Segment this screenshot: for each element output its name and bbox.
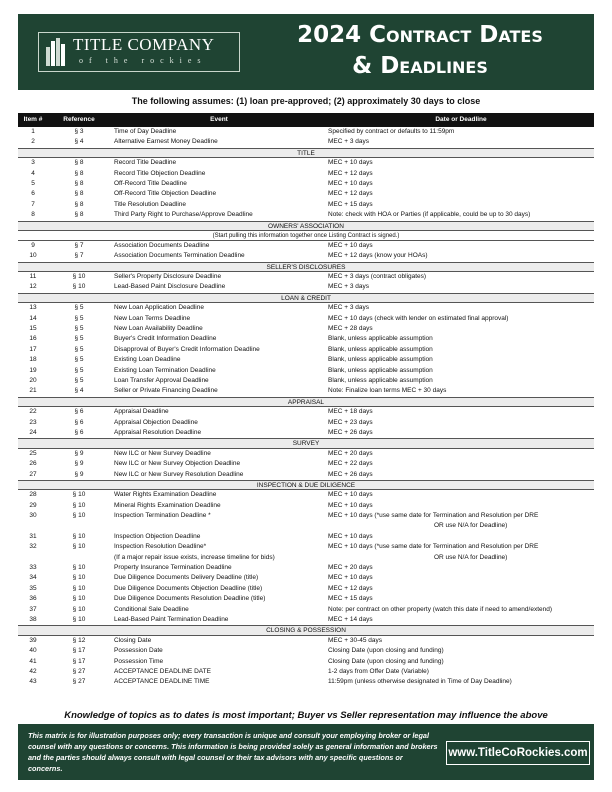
event: Lead-Based Paint Disclosure Deadline (114, 283, 226, 291)
col-header-reference: Reference (63, 116, 95, 123)
deadline: MEC + 26 days (328, 428, 373, 436)
reference: § 6 (74, 428, 84, 436)
event: Water Rights Examination Deadline (114, 491, 217, 499)
item-number: 20 (29, 376, 37, 384)
event: Appraisal Objection Deadline (114, 418, 198, 426)
item-number: 27 (29, 470, 37, 478)
deadline: MEC + 10 days (328, 501, 373, 509)
deadline: MEC + 12 days (know your HOAs) (328, 252, 428, 260)
item-number: 26 (29, 460, 37, 468)
event: ACCEPTANCE DEADLINE DATE (114, 667, 211, 675)
event: Off-Record Title Deadline (114, 179, 187, 187)
page-title (250, 20, 590, 82)
event: ACCEPTANCE DEADLINE TIME (114, 678, 210, 686)
deadline: MEC + 14 days (328, 615, 373, 623)
deadline: MEC + 3 days (328, 138, 370, 146)
table-row (18, 355, 594, 365)
reference: § 10 (72, 564, 86, 572)
reference: § 9 (74, 460, 84, 468)
reference: § 5 (74, 356, 84, 364)
table-row (18, 366, 594, 376)
event: Due Diligence Documents Delivery Deadline (title) (114, 574, 259, 582)
table-row (18, 501, 594, 511)
event: New Loan Terms Deadline (114, 314, 191, 322)
item-number: 13 (29, 304, 37, 312)
item-number: 30 (29, 512, 37, 520)
reference: § 6 (74, 408, 84, 416)
company-logo[interactable] (38, 32, 240, 72)
table-row (18, 210, 594, 220)
table-row (18, 189, 594, 199)
reference: § 5 (74, 366, 84, 374)
reference: § 10 (72, 512, 86, 520)
deadline: 1-2 days from Offer Date (Variable) (328, 667, 429, 675)
event: Title Resolution Deadline (114, 200, 187, 208)
deadline: Note: per contract on other property (watch this date if need to amend/extend) (328, 605, 553, 613)
deadline: MEC + 12 days (328, 584, 373, 592)
deadline: MEC + 20 days (328, 564, 373, 572)
event: Off-Record Title Objection Deadline (114, 190, 217, 198)
section-appraisal: APPRAISAL (18, 397, 594, 407)
item-number: 5 (31, 179, 35, 187)
deadline: MEC + 26 days (328, 470, 373, 478)
item-number: 31 (29, 532, 37, 540)
event: Association Documents Termination Deadline (114, 252, 245, 260)
table-row (18, 303, 594, 313)
table-row (18, 470, 594, 480)
reference: § 7 (74, 241, 84, 249)
reference: § 27 (72, 678, 86, 686)
table-row (18, 615, 594, 625)
section-sellers-disclosures: SELLER'S DISCLOSURES (18, 262, 594, 272)
item-number: 6 (31, 190, 35, 198)
item-number: 25 (29, 449, 37, 457)
deadline: MEC + 10 days (check with lender on estimated final approval) (328, 314, 509, 322)
deadline: Note: Finalize loan terms MEC + 30 days (328, 387, 447, 395)
reference: § 8 (74, 159, 84, 167)
table-row (18, 594, 594, 604)
table-row (18, 449, 594, 459)
deadline: Note: check with HOA or Parties (if applicable, could be up to 30 days) (328, 211, 531, 219)
deadline: MEC + 22 days (328, 460, 373, 468)
deadline: MEC + 3 days (328, 283, 370, 291)
section-survey: SURVEY (18, 438, 594, 448)
knowledge-note: Knowledge of topics as to dates is most important; Buyer vs Seller representation may influence the above (64, 710, 548, 721)
table-row (18, 200, 594, 210)
event: Closing Date (114, 636, 152, 644)
table-row (18, 127, 594, 137)
deadline-continued: OR use N/A for Deadline) (434, 553, 508, 561)
event: Alternative Earnest Money Deadline (114, 138, 218, 146)
item-number: 11 (29, 273, 37, 281)
deadline: MEC + 12 days (328, 169, 373, 177)
event: Association Documents Deadline (114, 241, 210, 249)
event: Inspection Termination Deadline * (114, 512, 211, 520)
col-header-event: Event (210, 116, 228, 123)
reference: § 9 (74, 470, 84, 478)
website-link[interactable]: www.TitleCoRockies.com (446, 741, 590, 765)
item-number: 1 (31, 128, 35, 135)
event: Property Insurance Termination Deadline (114, 564, 232, 572)
reference: § 3 (74, 128, 84, 135)
item-number: 39 (29, 636, 37, 644)
section-title: TITLE (18, 148, 594, 158)
reference: § 10 (72, 543, 86, 551)
deadline: MEC + 10 days (328, 532, 373, 540)
deadline: Specified by contract or defaults to 11:59pm (328, 128, 455, 135)
reference: § 5 (74, 314, 84, 322)
deadline: MEC + 18 days (328, 408, 373, 416)
event: Due Diligence Documents Objection Deadline (title) (114, 584, 263, 592)
reference: § 5 (74, 325, 84, 333)
event: Existing Loan Termination Deadline (114, 366, 216, 374)
table-row (18, 490, 594, 500)
deadline: MEC + 23 days (328, 418, 373, 426)
item-number: 9 (31, 241, 35, 249)
table-row-continuation (18, 553, 594, 563)
deadline: Blank, unless applicable assumption (328, 345, 433, 353)
event: Lead-Based Paint Termination Deadline (114, 615, 229, 623)
reference: § 27 (72, 667, 86, 675)
event-continued: (If a major repair issue exists, increase timeline for bids) (114, 553, 275, 561)
deadline: MEC + 10 days (328, 179, 373, 187)
item-number: 37 (29, 605, 37, 613)
table-row (18, 636, 594, 646)
table-row (18, 324, 594, 334)
table-row (18, 407, 594, 417)
logo-tagline: of the rockies (79, 56, 207, 65)
event: Record Title Objection Deadline (114, 169, 206, 177)
reference: § 8 (74, 179, 84, 187)
reference: § 10 (72, 532, 86, 540)
event: Mineral Rights Examination Deadline (114, 501, 221, 509)
table-row (18, 282, 594, 292)
table-row (18, 542, 594, 552)
reference: § 10 (72, 605, 86, 613)
reference: § 8 (74, 169, 84, 177)
reference: § 10 (72, 273, 86, 281)
item-number: 18 (29, 356, 37, 364)
section-note: (Start pulling this information together once Listing Contract is signed.) (18, 231, 594, 241)
item-number: 23 (29, 418, 37, 426)
deadline: Blank, unless applicable assumption (328, 366, 433, 374)
page-title-line2: & Deadlines (352, 53, 488, 79)
item-number: 21 (29, 387, 37, 395)
event: New ILC or New Survey Resolution Deadline (114, 470, 244, 478)
deadline: Blank, unless applicable assumption (328, 335, 433, 343)
reference: § 5 (74, 335, 84, 343)
event: Buyer's Credit Information Deadline (114, 335, 217, 343)
reference: § 4 (74, 387, 84, 395)
reference: § 17 (72, 657, 86, 665)
table-row (18, 272, 594, 282)
table-row (18, 345, 594, 355)
table-row (18, 532, 594, 542)
event: Record Title Deadline (114, 159, 177, 167)
event: New Loan Availability Deadline (114, 325, 203, 333)
event: Seller or Private Financing Deadline (114, 387, 218, 395)
item-number: 12 (29, 283, 37, 291)
table-row (18, 657, 594, 667)
item-number: 14 (29, 314, 37, 322)
event: Third Party Right to Purchase/Approve Deadline (114, 211, 253, 219)
deadline: MEC + 30-45 days (328, 636, 383, 644)
deadline: MEC + 3 days (contract obligates) (328, 273, 427, 281)
table-row (18, 459, 594, 469)
deadline: MEC + 10 days (*use same date for Termination and Resolution per DRE (328, 512, 539, 520)
deadline: MEC + 10 days (328, 159, 373, 167)
item-number: 34 (29, 574, 37, 582)
table-row (18, 584, 594, 594)
reference: § 10 (72, 615, 86, 623)
event: Inspection Objection Deadline (114, 532, 201, 540)
reference: § 10 (72, 491, 86, 499)
reference: § 4 (74, 138, 84, 146)
deadline: MEC + 10 days (328, 574, 373, 582)
reference: § 5 (74, 304, 84, 312)
table-row (18, 158, 594, 168)
table-row (18, 667, 594, 677)
event: Possession Time (114, 657, 164, 665)
reference: § 17 (72, 647, 86, 655)
reference: § 10 (72, 595, 86, 603)
event: Due Diligence Documents Resolution Deadline (title) (114, 595, 266, 603)
item-number: 41 (29, 657, 37, 665)
table-row-continuation (18, 521, 594, 531)
item-number: 36 (29, 595, 37, 603)
building-logo-icon (45, 37, 67, 67)
reference: § 10 (72, 283, 86, 291)
reference: § 10 (72, 584, 86, 592)
reference: § 10 (72, 574, 86, 582)
assumption-note: The following assumes: (1) loan pre-approved; (2) approximately 30 days to close (131, 96, 481, 106)
table-row (18, 241, 594, 251)
reference: § 12 (72, 636, 86, 644)
event: Possession Date (114, 647, 163, 655)
logo-company-name: TITLE COMPANY (73, 35, 215, 54)
event: New ILC or New Survey Objection Deadline (114, 460, 241, 468)
header-banner (18, 14, 594, 90)
table-row (18, 386, 594, 396)
table-row (18, 511, 594, 521)
table-row (18, 169, 594, 179)
item-number: 33 (29, 564, 37, 572)
deadline: MEC + 10 days (*use same date for Termination and Resolution per DRE (328, 543, 539, 551)
event: New ILC or New Survey Deadline (114, 449, 211, 457)
table-row (18, 563, 594, 573)
item-number: 7 (31, 200, 35, 208)
footer-banner (18, 724, 594, 780)
item-number: 15 (29, 325, 37, 333)
item-number: 2 (31, 138, 35, 146)
item-number: 16 (29, 335, 37, 343)
reference: § 9 (74, 449, 84, 457)
col-header-date: Date or Deadline (435, 116, 487, 123)
table-row (18, 677, 594, 687)
deadline: MEC + 15 days (328, 200, 373, 208)
deadline: MEC + 20 days (328, 449, 373, 457)
item-number: 35 (29, 584, 37, 592)
item-number: 22 (29, 408, 37, 416)
event: Conditional Sale Deadline (114, 605, 189, 613)
deadline: 11:59pm (unless otherwise designated in Time of Day Deadline) (328, 678, 512, 686)
deadline: MEC + 10 days (328, 241, 373, 249)
table-row (18, 376, 594, 386)
event: Inspection Resolution Deadline* (114, 543, 207, 551)
reference: § 10 (72, 501, 86, 509)
reference: § 8 (74, 200, 84, 208)
item-number: 10 (29, 252, 37, 260)
deadline: Blank, unless applicable assumption (328, 376, 433, 384)
table-row (18, 251, 594, 261)
table-row (18, 179, 594, 189)
item-number: 3 (31, 159, 35, 167)
event: New Loan Application Deadline (114, 304, 204, 312)
deadline: MEC + 15 days (328, 595, 373, 603)
item-number: 17 (29, 345, 37, 353)
reference: § 5 (74, 345, 84, 353)
event: Appraisal Resolution Deadline (114, 428, 202, 436)
col-header-item: Item # (23, 116, 43, 123)
table-header (18, 113, 594, 127)
deadline: MEC + 12 days (328, 190, 373, 198)
table-row (18, 334, 594, 344)
section-closing-possession: CLOSING & POSSESSION (18, 625, 594, 635)
event: Appraisal Deadline (114, 408, 169, 416)
item-number: 29 (29, 501, 37, 509)
event: Disapproval of Buyer's Credit Information Deadline (114, 345, 260, 353)
event: Time of Day Deadline (114, 128, 177, 135)
table-row (18, 646, 594, 656)
item-number: 28 (29, 491, 37, 499)
event: Seller's Property Disclosure Deadline (114, 273, 222, 281)
reference: § 7 (74, 252, 84, 260)
page-title-line1: 2024 Contract Dates (297, 22, 543, 48)
disclaimer-text: This matrix is for illustration purposes only; every transaction is unique and consult your employing broker or legal counsel with any questions or concerns. This information is being provided solely as general information and brokers and the parties should always consult with legal counsel or their tax advisors with any specific questions or concerns. (28, 731, 438, 773)
reference: § 6 (74, 418, 84, 426)
item-number: 24 (29, 428, 37, 436)
table-row (18, 428, 594, 438)
deadline: Closing Date (upon closing and funding) (328, 647, 444, 655)
item-number: 19 (29, 366, 37, 374)
table-row (18, 418, 594, 428)
item-number: 8 (31, 211, 35, 219)
item-number: 43 (29, 678, 37, 686)
item-number: 42 (29, 667, 37, 675)
event: Loan Transfer Approval Deadline (114, 376, 209, 384)
reference: § 5 (74, 376, 84, 384)
table-row (18, 314, 594, 324)
table-row (18, 573, 594, 583)
item-number: 32 (29, 543, 37, 551)
section-owners-association: OWNERS' ASSOCIATION (18, 221, 594, 231)
section-inspection-due-diligence: INSPECTION & DUE DILIGENCE (18, 480, 594, 490)
reference: § 8 (74, 190, 84, 198)
item-number: 38 (29, 615, 37, 623)
table-row (18, 605, 594, 615)
section-loan-credit: LOAN & CREDIT (18, 293, 594, 303)
reference: § 8 (74, 211, 84, 219)
deadlines-table (18, 113, 594, 688)
deadline: Closing Date (upon closing and funding) (328, 657, 444, 665)
event: Existing Loan Deadline (114, 356, 181, 364)
deadline: MEC + 28 days (328, 325, 373, 333)
deadline: Blank, unless applicable assumption (328, 356, 433, 364)
deadline: MEC + 3 days (328, 304, 370, 312)
deadline: MEC + 10 days (328, 491, 373, 499)
item-number: 40 (29, 647, 37, 655)
deadline-continued: OR use N/A for Deadline) (434, 522, 508, 530)
item-number: 4 (31, 169, 35, 177)
table-row (18, 137, 594, 147)
